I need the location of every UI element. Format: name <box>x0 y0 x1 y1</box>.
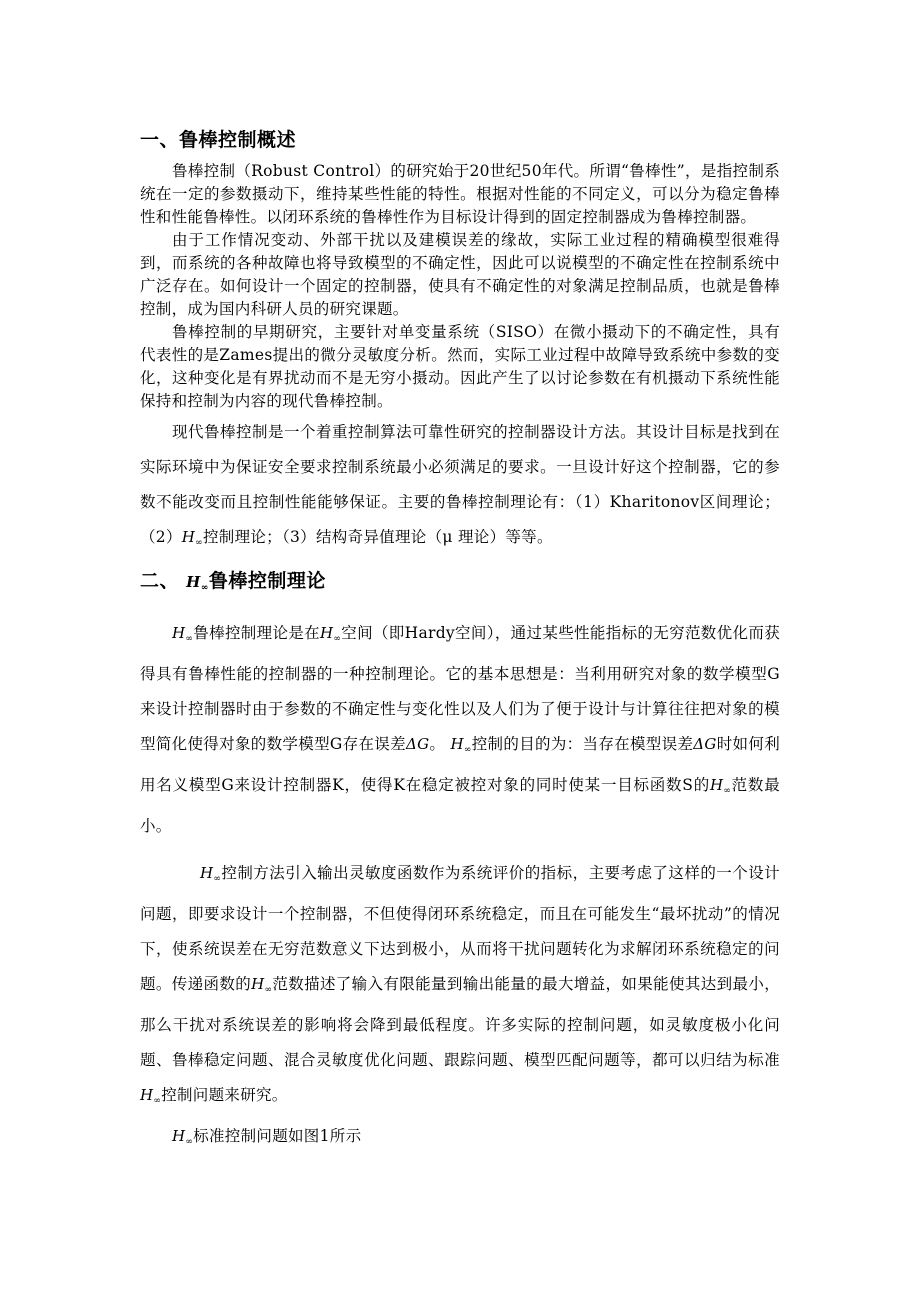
paragraph-text: 标准控制问题如图1所示 <box>193 1127 362 1145</box>
h-infinity-symbol: $H_\infty$ <box>181 528 203 548</box>
delta-g-symbol: ΔG <box>405 735 430 753</box>
delta-g-symbol: ΔG <box>693 735 717 753</box>
paragraph-text: 空间（即Hardy空间），通过某些性能指标的无穷范数优化而获得具有鲁棒性能的控制器的一种控制理论。它的基本思想是：当利用研究对象的数学模型G来设计控制器时由于参数的不确定性与变化性以及人们为了便于设计与计算往往把对象的模型简化使得对象的数学模型G存在误差 <box>140 624 780 753</box>
section-2-paragraph-3 <box>140 1119 780 1160</box>
paragraph-text: 现代鲁棒控制是一个着重控制算法可靠性研究的控制器设计方法。其设计目标是找到在实际环境中为保证安全要求控制系统最小必须满足的要求。一旦设计好这个控制器，它的参数不能改变而且控制性能能够保证。主要的鲁棒控制理论有：（1）Kharitonov区间理论；（2） <box>140 423 780 546</box>
section-2-heading: 二、 $H_\infty$鲁棒控制理论 <box>140 570 326 593</box>
h-infinity-symbol: $H_\infty$ <box>320 624 342 644</box>
paragraph-text: 范数描述了输入有限能量到输出能量的最大增益，如果能使其达到最小，那么干扰对系统误差的影响将会降到最低程度。许多实际的控制问题，如灵敏度极小化问题、鲁棒稳定问题、混合灵敏度优化问题、跟踪问题、模型匹配问题等，都可以归结为标准 <box>140 975 780 1069</box>
section-2-paragraph-1: $H_\infty$鲁棒控制理论是在$H_\infty$空间（即Hardy空间），通过某些性能指标的无穷范数优化而获得具有鲁棒性能的控制器的一种控制理论。它的基本思想是：当利用研究对象的数学模型G来设计控制器时由于参数的不确定性与变化性以及人们为了便于设计与计算往往把对象的模型简化使得对象的数学模型G存在误差ΔG。 $H_\infty$控制的目的为：当存在模型误差ΔG时如何利用名义模型G来设计控制器K，使得K在稳定被控对象的同时使某一目标函数S的$H_\infty$范数最小。 <box>140 624 781 835</box>
section-1-paragraph-1: 鲁棒控制（Robust Control）的研究始于20世纪50年代。所谓“鲁棒性”，是指控制系统在一定的参数摄动下，维持某些性能的特性。根据对性能的不同定义，可以分为稳定鲁棒性和性能鲁棒性。以闭环系统的鲁棒性作为目标设计得到的固定控制器成为鲁棒控制器。 <box>140 162 780 226</box>
h-infinity-symbol: $H_\infty$ <box>186 573 209 593</box>
h-infinity-symbol: $H_\infty$ <box>200 864 222 884</box>
paragraph-text: 控制的目的为：当存在模型误差 <box>471 735 694 753</box>
h-infinity-symbol: $H_\infty$ <box>172 624 194 644</box>
paragraph-text: 时如何利用名义模型G来设计控制器K，使得K在稳定被控对象的同时使某一目标函数S的 <box>140 735 781 794</box>
document-body <box>140 118 780 1160</box>
h-infinity-symbol: $H_\infty$ <box>450 735 472 755</box>
section-1-heading: 一、鲁棒控制概述 <box>140 129 297 151</box>
section-1-paragraph-4 <box>140 415 780 561</box>
h-infinity-symbol: $H_\infty$ <box>709 776 732 796</box>
h-infinity-symbol: $H_\infty$ <box>172 1127 194 1147</box>
paragraph-text: 控制方法引入输出灵敏度函数作为系统评价的指标，主要考虑了这样的一个设计问题，即要求设计一个控制器，不但使得闭环系统稳定，而且在可能发生“最坏扰动”的情况下，使系统误差在无穷范数意义下达到极小，从而将干扰问题转化为求解闭环系统稳定的问题。传递函数的 <box>140 864 780 993</box>
h-infinity-symbol: $H_\infty$ <box>251 975 273 995</box>
paragraph-text: 控制理论；（3）结构奇异值理论（μ 理论）等等。 <box>202 528 553 546</box>
section-2-paragraph-2 <box>140 856 780 1119</box>
section-1-paragraph-2: 由于工作情况变动、外部干扰以及建模误差的缘故，实际工业过程的精确模型很难得到，而系统的各种故障也将导致模型的不确定性，因此可以说模型的不确定性在控制系统中广泛存在。如何设计一个固定的控制器，使具有不确定性的对象满足控制品质，也就是鲁棒控制，成为国内科研人员的研究课题。 <box>140 231 780 318</box>
paragraph-text: 范数最小。 <box>140 776 780 835</box>
paragraph-text: 控制问题来研究。 <box>161 1086 288 1104</box>
paragraph-text: 鲁棒控制理论是在 <box>193 624 321 642</box>
section-1-paragraph-3: 鲁棒控制的早期研究，主要针对单变量系统（SISO）在微小摄动下的不确定性，具有代表性的是Zames提出的微分灵敏度分析。然而，实际工业过程中故障导致系统中参数的变化，这种变化是有界扰动而不是无穷小摄动。因此产生了以讨论参数在有机摄动下系统性能保持和控制为内容的现代鲁棒控制。 <box>140 323 780 410</box>
h-infinity-symbol: $H_\infty$ <box>140 1086 162 1106</box>
